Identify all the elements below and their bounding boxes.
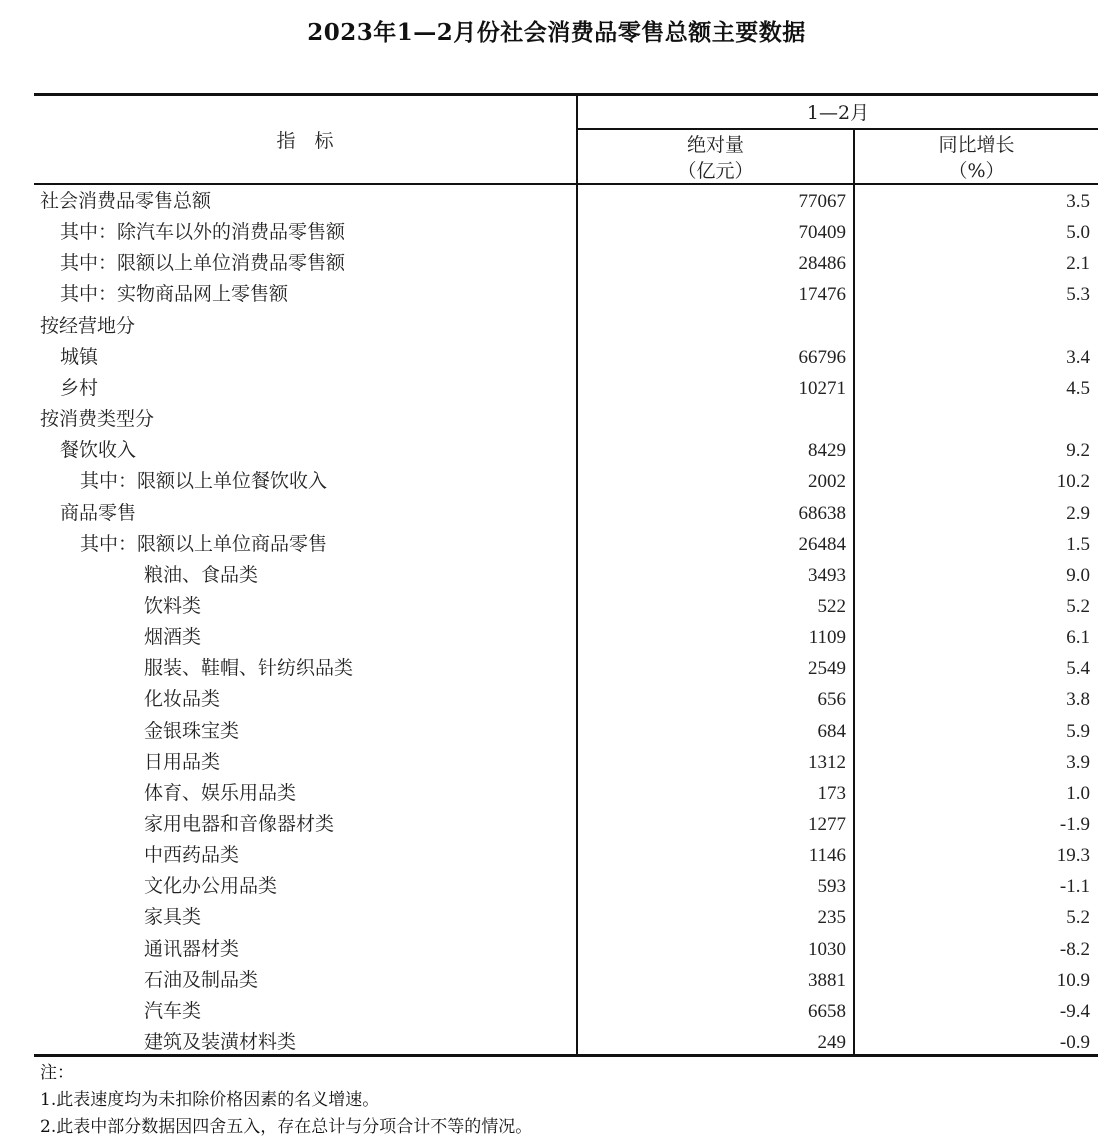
row-value: 1146 [808,845,846,867]
row-growth: 2.1 [1066,253,1090,275]
table-row [34,435,1098,466]
row-label: 饮料类 [144,594,202,617]
row-label: 粮油、食品类 [144,563,259,586]
row-value: 593 [817,876,846,898]
row-label: 烟酒类 [144,626,202,649]
table-row [34,248,1098,279]
row-value: 2002 [808,471,846,493]
row-growth: 9.0 [1066,564,1090,586]
row-value: 26484 [798,533,846,555]
row-label: 按消费类型分 [40,408,155,431]
row-label: 乡村 [60,376,99,399]
row-value: 68638 [798,502,846,524]
row-label: 其中：实物商品网上零售额 [60,283,289,306]
row-growth: 5.2 [1066,595,1090,617]
row-growth: -1.9 [1059,814,1090,835]
row-growth: 1.0 [1066,782,1090,804]
table-row [34,560,1098,591]
row-value: 3493 [808,564,846,586]
row-label: 中西药品类 [144,844,240,867]
row-label: 石油及制品类 [144,968,259,991]
note-item: 1.此表速度均为未扣除价格因素的名义增速。 [40,1090,380,1110]
value-column-header [578,132,853,184]
row-growth: 3.4 [1066,346,1090,368]
row-value: 70409 [798,222,846,244]
table-row [34,902,1098,933]
header-divider [577,128,1098,130]
row-label: 餐饮收入 [60,439,137,462]
row-growth: 5.2 [1066,907,1090,929]
row-label: 其中：限额以上单位商品零售 [80,532,328,555]
row-growth: 9.2 [1066,440,1090,462]
growth-column-header [855,132,1098,184]
indicator-header: 指 标 [276,130,334,152]
table-row [34,1027,1098,1058]
table-row [34,311,1098,342]
table-row [34,778,1098,809]
row-label: 服装、鞋帽、针纺织品类 [144,657,354,680]
row-label: 体育、娱乐用品类 [144,781,297,804]
row-growth: -1.1 [1059,876,1090,898]
table-row [34,840,1098,871]
row-growth: 4.5 [1066,377,1090,399]
row-label: 家用电器和音像器材类 [144,813,335,835]
table-row [34,529,1098,560]
table-row [34,186,1098,217]
row-growth: 3.9 [1066,751,1090,773]
data-table [34,93,1098,1057]
row-growth: 6.1 [1066,627,1090,649]
table-row [34,466,1098,497]
row-label: 家具类 [144,906,202,929]
row-value: 10271 [798,377,846,399]
row-value: 1030 [808,938,846,960]
row-value: 2549 [808,658,846,680]
row-growth: 3.8 [1066,689,1090,711]
table-row [34,871,1098,902]
table-row [34,965,1098,996]
table-row [34,622,1098,653]
growth-column-unit: （%） [948,160,1005,182]
row-value: 656 [817,689,846,711]
row-value: 1277 [808,814,846,835]
table-row [34,217,1098,248]
row-value: 6658 [808,1000,846,1022]
row-label: 文化办公用品类 [144,875,278,898]
row-value: 3881 [808,969,846,991]
table-row [34,373,1098,404]
row-label: 金银珠宝类 [144,719,240,742]
table-row [34,342,1098,373]
table-row [34,684,1098,715]
row-label: 城镇 [60,345,99,368]
row-growth: 10.9 [1056,969,1090,991]
table-row [34,591,1098,622]
row-growth: 2.9 [1066,502,1090,524]
table-row [34,279,1098,310]
value-column-label: 绝对量 [686,134,744,156]
row-value: 28486 [798,253,846,275]
note-item: 2.此表中部分数据因四舍五入，存在总计与分项合计不等的情况。 [40,1117,533,1137]
row-growth: -9.4 [1059,1000,1090,1022]
row-label: 通讯器材类 [144,937,240,960]
row-growth: 5.4 [1066,658,1090,680]
table-row [34,653,1098,684]
table-row [34,809,1098,840]
row-value: 1109 [808,627,846,649]
row-value: 684 [817,720,846,742]
row-value: 173 [817,782,846,804]
row-growth: 10.2 [1056,471,1090,493]
value-column-unit: （亿元） [677,160,754,182]
row-label: 化妆品类 [144,688,221,711]
row-label: 其中：限额以上单位餐饮收入 [80,470,328,493]
table-row [34,996,1098,1027]
row-value: 66796 [798,346,846,368]
row-label: 建筑及装潢材料类 [144,1031,297,1054]
row-label: 汽车类 [144,999,202,1022]
notes-heading: 注： [40,1063,74,1083]
row-growth: 1.5 [1066,533,1090,555]
row-growth: 3.5 [1066,191,1090,212]
row-growth: -8.2 [1059,938,1090,960]
row-label: 其中：限额以上单位消费品零售额 [60,252,346,275]
row-growth: 5.0 [1066,222,1090,244]
row-value: 1312 [808,751,846,773]
row-growth: 19.3 [1056,845,1090,867]
row-growth: 5.9 [1066,720,1090,742]
row-label: 其中：除汽车以外的消费品零售额 [60,221,346,244]
table-row [34,934,1098,965]
row-value: 17476 [798,284,846,306]
table-row [34,498,1098,529]
row-value: 235 [817,907,846,929]
row-value: 522 [817,595,846,617]
row-value: 77067 [798,191,846,212]
row-growth: -0.9 [1059,1032,1090,1054]
row-value: 8429 [808,440,846,462]
row-label: 社会消费品零售总额 [40,190,212,212]
row-label: 日用品类 [144,750,221,773]
table-row [34,747,1098,778]
growth-column-label: 同比增长 [938,134,1015,156]
period-header: 1—2月 [806,102,870,124]
page-title: 2023年1—2月份社会消费品零售总额主要数据 [307,19,806,46]
table-row [34,716,1098,747]
table-row [34,404,1098,435]
notes [40,1060,532,1141]
row-label: 按经营地分 [40,314,136,337]
row-growth: 5.3 [1066,284,1090,306]
row-value: 249 [817,1032,846,1054]
row-label: 商品零售 [60,501,137,524]
